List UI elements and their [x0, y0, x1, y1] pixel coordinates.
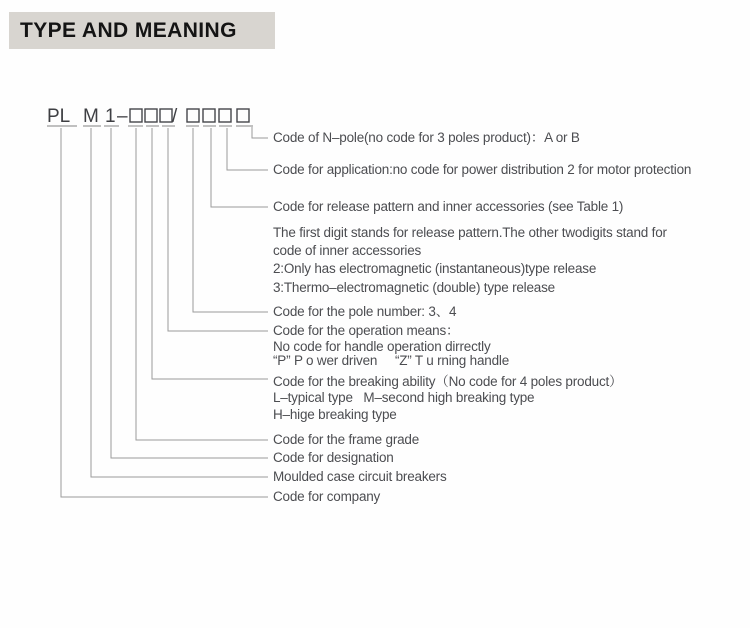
annotation-release-pattern: Code for release pattern and inner accessories (see Table 1) — [273, 199, 624, 214]
code-box-3 — [160, 109, 172, 122]
connector-frame-grade — [136, 128, 268, 440]
connector-lines — [61, 127, 268, 497]
connector-operation-means — [168, 128, 268, 331]
code-boxes — [130, 109, 249, 122]
annotation-release-type-3: 3:Thermo–electromagnetic (double) type release — [273, 280, 555, 295]
connector-pole-number — [193, 128, 268, 312]
connector-moulded-case — [91, 128, 268, 477]
code-segment-frame: 1 — [105, 106, 116, 127]
connector-designation — [111, 128, 268, 458]
code-box-6 — [219, 109, 231, 122]
annotation-handle-operation: No code for handle operation dirrectly — [273, 339, 491, 354]
code-box-7 — [237, 109, 249, 122]
annotation-power-turning: “P” P o wer driven “Z” T u rning handle — [273, 353, 510, 368]
annotation-frame-grade: Code for the frame grade — [273, 432, 420, 447]
annotation-first-digit: The first digit stands for release pattern.The other twodigits stand for — [273, 225, 667, 240]
code-box-4 — [187, 109, 199, 122]
annotation-typical-type: L–typical type M–second high breaking type — [273, 390, 535, 405]
connector-release-pattern — [211, 128, 268, 207]
annotation-operation-means: Code for the operation means： — [273, 323, 460, 338]
code-dash: – — [117, 106, 128, 127]
code-box-1 — [130, 109, 142, 122]
code-box-2 — [145, 109, 157, 122]
annotation-company: Code for company — [273, 489, 381, 504]
page-title: TYPE AND MEANING — [20, 18, 237, 42]
annotation-designation: Code for designation — [273, 450, 394, 465]
annotation-breaking-ability: Code for the breaking ability（No code for 4 poles product） — [273, 374, 623, 389]
code-box-5 — [203, 109, 215, 122]
annotation-n-pole: Code of N–pole(no code for 3 poles product)：A or B — [273, 130, 580, 145]
annotation-pole-number: Code for the pole number: 3、4 — [273, 304, 457, 319]
annotation-inner-accessories: code of inner accessories — [273, 243, 422, 258]
annotation-application: Code for application:no code for power distribution 2 for motor protection — [273, 162, 692, 177]
connector-n-pole — [252, 127, 268, 138]
code-segment-company: PL — [47, 106, 71, 127]
annotation-moulded-case: Moulded case circuit breakers — [273, 469, 447, 484]
code-slash: / — [172, 106, 178, 127]
annotation-high-breaking: H–hige breaking type — [273, 407, 397, 422]
connector-breaking-ability — [152, 128, 268, 379]
connector-application — [227, 128, 268, 170]
annotation-release-type-2: 2:Only has electromagnetic (instantaneous)type release — [273, 261, 597, 276]
code-segment-designation: M — [83, 106, 99, 127]
